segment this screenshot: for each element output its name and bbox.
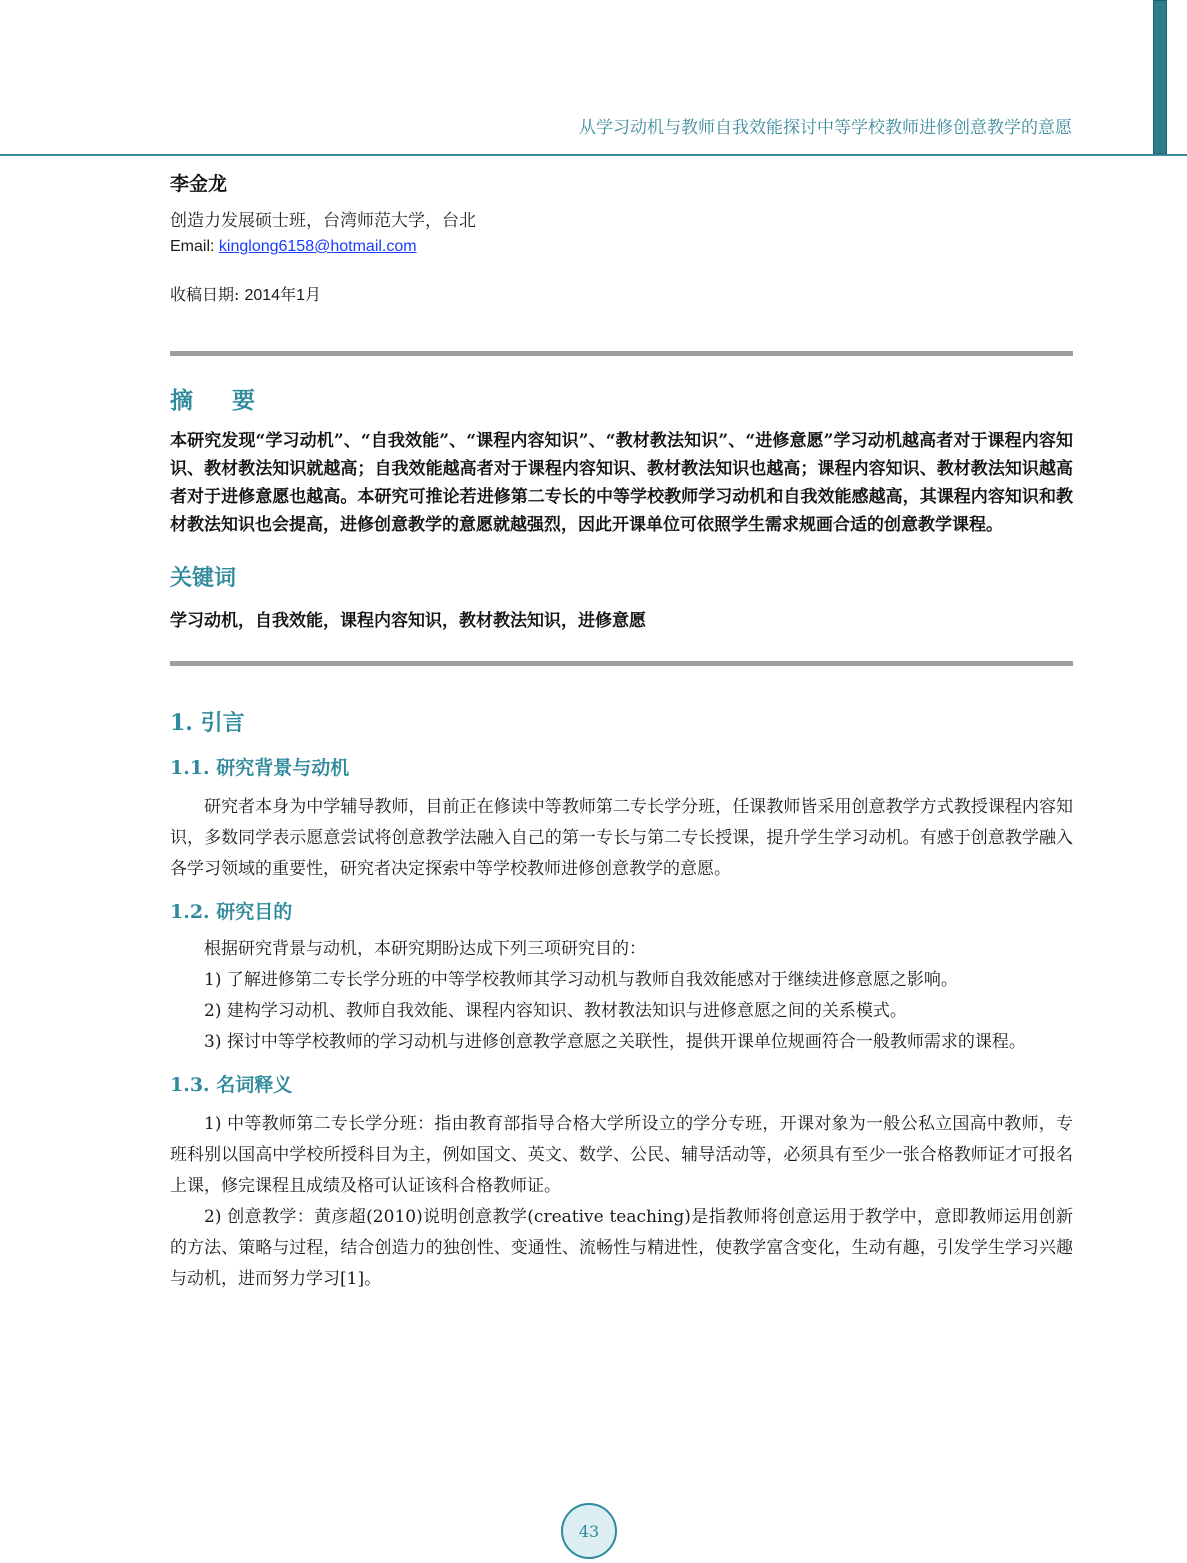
list-item: 1) 了解进修第二专长学分班的中等学校教师其学习动机与教师自我效能感对于继续进修意愿之影响。 [204, 970, 958, 990]
subsection-heading: 1.3. 名词释义 [170, 1074, 293, 1096]
section-divider [170, 351, 1073, 356]
section-heading: 1. 引言 [170, 710, 245, 736]
received-value: 2014年1月 [244, 287, 321, 304]
abstract-title: 摘 要 [170, 387, 263, 414]
keywords-title: 关键词 [170, 565, 237, 591]
keywords-text: 学习动机，自我效能，课程内容知识，教材教法知识，进修意愿 [170, 611, 646, 631]
page-number: 43 [561, 1503, 617, 1559]
side-accent-bar [1153, 0, 1167, 154]
page-content [170, 170, 1073, 1295]
author-email [170, 234, 1073, 260]
paragraph: 根据研究背景与动机，本研究期盼达成下列三项研究目的： [204, 939, 646, 959]
paragraph: 研究者本身为中学辅导教师，目前正在修读中等教师第二专长学分班，任课教师皆采用创意教学方式教授课程内容知识，多数同学表示愿意尝试将创意教学法融入自己的第一专长与第二专长授课，提升学生学习动机。有感于创意教学融入各学习领域的重要性，研究者决定探索中等学校教师进修创意教学的意愿。 [170, 797, 1073, 879]
section-divider [170, 661, 1073, 666]
list-item: 2) 建构学习动机、教师自我效能、课程内容知识、教材教法知识与进修意愿之间的关系模式。 [204, 1001, 907, 1021]
running-title: 从学习动机与教师自我效能探讨中等学校教师进修创意教学的意愿 [579, 118, 1072, 138]
list-item: 1) 中等教师第二专长学分班：指由教育部指导合格大学所设立的学分专班，开课对象为一般公私立国高中教师，专班科别以国高中学校所授科目为主，例如国文、英文、数学、公民、辅导活动等，必须具有至少一张合格教师证才可报名上课，修完课程且成绩及格可认证该科合格教师证。 [170, 1114, 1073, 1196]
list-item: 3) 探讨中等学校教师的学习动机与进修创意教学意愿之关联性，提供开课单位规画符合一般教师需求的课程。 [204, 1032, 1026, 1052]
author-affiliation: 创造力发展硕士班，台湾师范大学，台北 [170, 211, 476, 231]
author-name: 李金龙 [170, 173, 228, 195]
list-item: 2) 创意教学：黄彦超(2010)说明创意教学(creative teaching)是指教师将创意运用于教学中，意即教师运用创新的方法、策略与过程，结合创造力的独创性、变通性、流畅性与精进性，使教学富含变化，生动有趣，引发学生学习兴趣与动机，进而努力学习[1]。 [170, 1207, 1073, 1289]
header-rule [0, 154, 1187, 156]
subsection-heading: 1.1. 研究背景与动机 [170, 757, 350, 779]
received-date [170, 282, 1073, 309]
abstract-text: 本研究发现“学习动机”、“自我效能”、“课程内容知识”、“教材教法知识”、“进修意愿”学习动机越高者对于课程内容知识、教材教法知识就越高；自我效能越高者对于课程内容知识、教材教法知识也越高；课程内容知识、教材教法知识越高者对于进修意愿也越高。本研究可推论若进修第二专长的中等学校教师学习动机和自我效能感越高，其课程内容知识和教材教法知识也会提高，进修创意教学的意愿就越强烈，因此开课单位可依照学生需求规画合适的创意教学课程。 [170, 431, 1073, 535]
subsection-heading: 1.2. 研究目的 [170, 901, 293, 923]
email-link[interactable]: kinglong6158@hotmail.com [218, 238, 417, 255]
email-label: Email: [170, 238, 219, 255]
received-label: 收稿日期: [170, 285, 245, 304]
